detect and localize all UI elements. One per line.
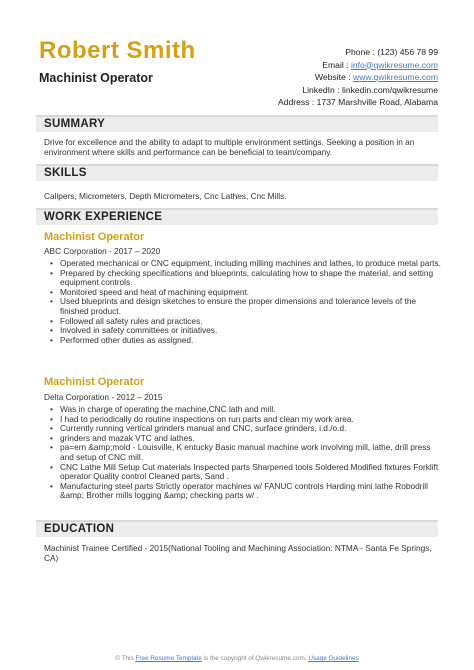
- phone-value: (123) 456 78 99: [377, 47, 438, 57]
- list-item: • grinders and mazak VTC and lathes.: [60, 434, 445, 444]
- education-heading: EDUCATION: [44, 523, 115, 535]
- email-label: Email :: [322, 59, 349, 70]
- address-label: Address :: [277, 97, 315, 108]
- experience-section-header: [36, 208, 438, 225]
- summary-section-header: [36, 115, 438, 132]
- job-title: Machinist Operator: [44, 376, 145, 388]
- contact-linkedin: [278, 84, 438, 97]
- contact-phone: [278, 46, 438, 59]
- list-item: • Prepared by checking specifications and blueprints, calculating how to shape the material, and setting equipment controls.: [60, 269, 445, 288]
- list-item: • Was in charge of operating the machine,CNC lath and mill.: [60, 405, 445, 415]
- list-item: • Involved in safety committees or initiatives.: [60, 326, 445, 336]
- website-label: Website :: [314, 72, 351, 83]
- list-item: • Currently running vertical grinders manual and CNC, surface grinders, i.d./o.d.: [60, 424, 445, 434]
- list-item: • pa=ern &amp;mold - Louisville, K entucky Basic manual machine work involving mill, lathe, drill press and setup of CNC mill.: [60, 443, 445, 462]
- job-company: Delta Corporation - 2012 – 2015: [44, 392, 163, 402]
- skills-text: Calipers, Micrometers, Depth Micrometers, Cnc Lathes, Cnc Mills.: [44, 191, 287, 201]
- list-item: • Used blueprints and design sketches to ensure the proper dimensions and tolerance levels of the finished product.: [60, 297, 445, 316]
- list-item: • Manufacturing steel parts Strictly operator machines w/ FANUC controls Harding mini lathe Robodrill &amp; Brother mills logging &amp; checking parts w/ .: [60, 482, 445, 501]
- candidate-name: Robert Smith: [39, 37, 196, 64]
- phone-label: Phone :: [345, 47, 375, 57]
- contact-block: [278, 46, 438, 109]
- job-bullets: [44, 259, 445, 345]
- summary-heading: SUMMARY: [44, 118, 106, 130]
- list-item: • Followed all safety rules and practices.: [60, 317, 445, 327]
- skills-section-header: [36, 164, 438, 181]
- email-link[interactable]: info@qwikresume.com: [350, 59, 438, 70]
- summary-text: Drive for excellence and the ability to adapt to multiple environment settings. Seeking a position in an environment where skills and performance can be beneficial to team/company.: [44, 137, 415, 158]
- footer-copyright-text: is the copyright of Qwikresume.com.: [203, 655, 307, 662]
- list-item: • Performed other duties as assigned.: [60, 336, 445, 346]
- contact-address: [278, 96, 438, 109]
- candidate-title: Machinist Operator: [39, 71, 153, 85]
- address-value: 1737 Marshville Road, Alabama: [316, 97, 438, 108]
- education-text: Machinist Trainee Certified - 2015(National Tooling and Machining Association: NTMA - Santa Fe Springs, CA): [44, 543, 432, 564]
- list-item: • I had to periodically do routine inspections on run parts and clean my work area.: [60, 415, 445, 425]
- experience-heading: WORK EXPERIENCE: [44, 211, 163, 223]
- list-item: • CNC Lathe Mill Setup Cut materials Inspected parts Sharpened tools Soldered Modified fixtures Forklift operator Quality control Cleaned parts, Sand .: [60, 463, 445, 482]
- list-item: • Monitored speed and heat of machining equipment.: [60, 288, 445, 298]
- usage-guidelines-link[interactable]: Usage Guidelines: [308, 655, 359, 662]
- linkedin-value: linkedin.com/qwikresume: [342, 84, 438, 95]
- footer-prefix: © This: [115, 655, 134, 662]
- contact-email: [278, 59, 438, 72]
- footer: [0, 655, 474, 662]
- list-item: • Operated mechanical or CNC equipment, including milling machines and lathes, to produce metal parts.: [60, 259, 445, 269]
- education-section-header: [36, 520, 438, 537]
- job-title: Machinist Operator: [44, 231, 145, 243]
- website-link[interactable]: www.qwikresume.com: [352, 72, 438, 83]
- contact-website: [278, 71, 438, 84]
- job-bullets: [44, 405, 445, 501]
- skills-heading: SKILLS: [44, 167, 87, 179]
- job-company: ABC Corporation - 2017 – 2020: [44, 246, 161, 256]
- linkedin-label: LinkedIn :: [302, 84, 340, 95]
- free-template-link[interactable]: Free Resume Template: [135, 655, 202, 662]
